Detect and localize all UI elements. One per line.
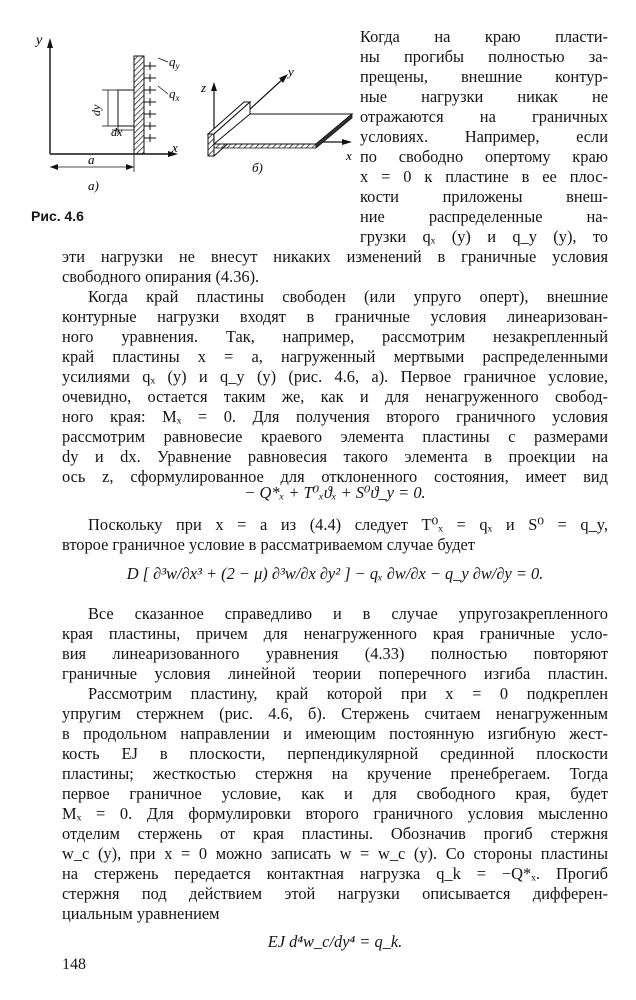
text-line: Поскольку при x = a из (4.4) следует T⁰ₓ = qₓ и S⁰ = q_y, <box>88 515 608 534</box>
text-line: dy и dx. Уравнение равновесия такого элемента в проекции на <box>62 447 608 466</box>
text-line: стержня под действием этой нагрузки описывается дифферен- <box>62 884 608 903</box>
page-number: 148 <box>62 956 86 973</box>
load-qy-label: $q_y$ <box>169 54 180 71</box>
text-line: Рассмотрим пластину, край которой при x = 0 подкреплен <box>88 684 608 703</box>
text-line: в продольном направлении и имеющим постоянную изгибную жест- <box>62 724 608 743</box>
text-line: граничные условия линейной теории поперечного изгиба пластин. <box>62 664 608 683</box>
panel-b-label: б) <box>252 160 263 175</box>
text-line: эти нагрузки не внесут никаких изменений в граничные условия <box>62 247 608 266</box>
text-line: циальным уравнением <box>62 904 220 923</box>
load-qx-label: $q_x$ <box>169 86 180 103</box>
axis-y-label-b: y <box>288 64 294 79</box>
figure-caption: Рис. 4.6 <box>31 208 84 224</box>
text-line: Когда край пластины свободен (или упруго оперт), внешние <box>88 287 608 306</box>
axis-z-label: z <box>201 80 207 95</box>
equation-line: D [ ∂³w/∂x³ + (2 − μ) ∂³w/∂x ∂y² ] − qₓ ∂w/∂x − q_y ∂w/∂y = 0. <box>126 564 544 583</box>
text-line: вия линеаризованного уравнения (4.33) полностью повторяют <box>62 644 608 663</box>
text-line: на стержень передается контактная нагрузка q_k = −Q*ₓ. Прогиб <box>62 864 608 883</box>
equation-line: EJ d⁴w_c/dy⁴ = q_k. <box>267 932 403 951</box>
figure-panel-a <box>34 33 180 193</box>
text-line: усилиями qₓ (y) и q_y (y) (рис. 4.6, а). Первое граничное условие, <box>62 367 608 386</box>
text-line: ного уравнения. Так, например, рассмотрим незакрепленный <box>62 327 608 346</box>
axis-x-label-a: x <box>172 140 178 155</box>
text-line: свободного опирания (4.36). <box>62 267 260 286</box>
panel-a-label: а) <box>88 178 99 193</box>
figure-4-6 <box>30 22 360 222</box>
text-line: w_c (y), при x = 0 можно записать w = w_c (y). Со стороны пластины <box>62 844 608 863</box>
figure-panel-b <box>200 64 352 175</box>
text-line: кость EJ в плоскости, перпендикулярной срединной плоскости <box>62 744 608 763</box>
text-line: Mₓ = 0. Для формулировки второго граничного условия мысленно <box>62 804 608 823</box>
text-line: x = 0 к пластине в ее плос- <box>360 167 608 186</box>
axis-x-label-b: x <box>346 148 352 163</box>
text-line: кости приложены внеш- <box>360 187 608 206</box>
text-line: прещены, внешние контур- <box>360 67 608 86</box>
text-line: края пластины, причем для ненагруженного края граничные усло- <box>62 624 608 643</box>
text-line: пластины; жесткостью стержня на кручение пренебрегаем. Тогда <box>62 764 608 783</box>
text-line: отражаются на граничных <box>360 107 608 126</box>
dx-label: dx <box>111 125 123 139</box>
text-line: грузки qₓ (y) и q_y (y), то <box>360 227 608 246</box>
text-line: край пластины x = a, нагруженный мертвыми распределенными <box>62 347 608 366</box>
text-line: ные нагрузки никак не <box>360 87 608 106</box>
text-line: первое граничное условие, как и для свободного края, будет <box>62 784 608 803</box>
axis-y-label-a: y <box>36 33 43 48</box>
text-line: ного края: Mₓ = 0. Для получения второго граничного условия <box>62 407 608 426</box>
dimension-a-label: a <box>88 152 95 167</box>
dy-label: dy <box>89 104 103 116</box>
text-line: второе граничное условие в рассматриваемом случае будет <box>62 535 475 554</box>
text-line: отделим стержень от края пластины. Обозначив прогиб стержня <box>62 824 608 843</box>
text-line: Когда на краю пласти- <box>360 27 608 46</box>
text-line: контурные нагрузки входят в граничные условия линеаризован- <box>62 307 608 326</box>
text-line: ние распределенные на- <box>360 207 608 226</box>
text-line: рассмотрим равновесие краевого элемента пластины с размерами <box>62 427 608 446</box>
text-line: очевидно, остается таким же, как и для ненагруженного свобод- <box>62 387 608 406</box>
text-line: ось z, сформулированное для отклоненного состояния, имеет вид <box>62 467 608 486</box>
text-line: условиях. Например, если <box>360 127 608 146</box>
text-line: ны прогибы полностью за- <box>360 47 608 66</box>
text-line: упругим стержнем (рис. 4.6, б). Стержень считаем ненагруженным <box>62 704 608 723</box>
text-line: Все сказанное справедливо и в случае упругозакрепленного <box>88 604 608 623</box>
text-line: по свободно опертому краю <box>360 147 608 166</box>
equation-line: − Q*ₓ + T⁰ₓϑₓ + S⁰ϑ_y = 0. <box>244 483 426 502</box>
